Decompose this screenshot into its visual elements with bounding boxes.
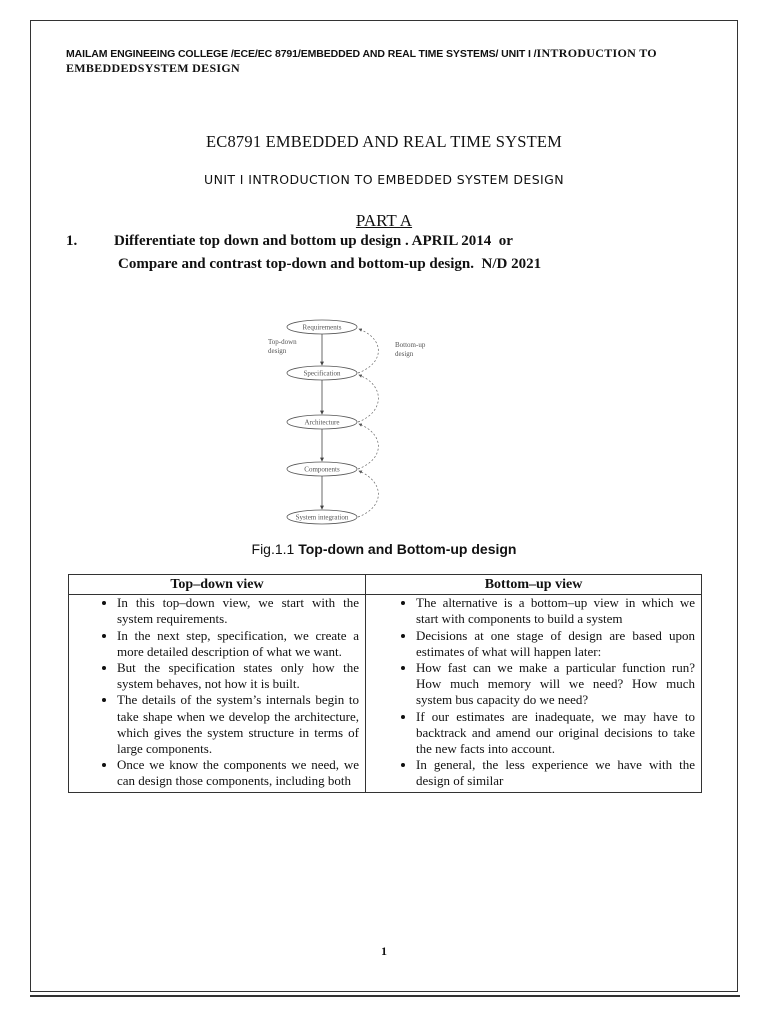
list-item: • Once we know the components we need, we can design those components, including both [117,757,359,789]
header-prefix: MAILAM ENGINEEING COLLEGE /ECE/EC 8791/EMBEDDED AND REAL TIME SYSTEMS/ UNIT I / [66,48,537,60]
table-header-row [69,575,702,595]
bottom-up-list [366,595,695,789]
list-item: • The details of the system’s internals begin to take shape when we develop the architecture, which gives the system structure in terms of large components. [117,692,359,757]
document-title: EC8791 EMBEDDED AND REAL TIME SYSTEM [206,132,562,151]
bottom-up-cell [366,595,702,792]
stage-label-requirements: Requirements [302,323,342,332]
question-number: 1. [66,233,78,249]
figure-number: Fig.1.1 [251,541,299,557]
stage-label-components: Components [304,465,340,474]
figure-title: Top-down and Bottom-up design [298,541,517,557]
top-down-label-line2: design [268,347,287,355]
bottom-rule [30,995,740,997]
top-down-label-line1: Top-down [268,338,297,346]
question-line-2: Compare and contrast top-down and bottom-up design. N/D 2021 [118,256,542,272]
stage-label-specification: Specification [303,369,341,378]
bottom-up-label-line2: design [395,350,414,358]
list-item: • How fast can we make a particular function run? How much memory will we need? How much system bus capacity do we need? [416,660,695,709]
header-line2: EMBEDDEDSYSTEM DESIGN [66,61,241,75]
list-item: • If our estimates are inadequate, we may have to backtrack and amend our original decisions to take the new facts into account. [416,709,695,758]
list-item: • In general, the less experience we have with the design of similar [416,757,695,789]
list-item: • Decisions at one stage of design are based upon estimates of what will happen later: [416,628,695,660]
list-item: • In this top–down view, we start with the system requirements. [117,595,359,627]
question-line-1: Differentiate top down and bottom up design . APRIL 2014 or [114,233,513,249]
header-suffix: INTRODUCTION TO [536,46,657,60]
column-header-top-down: Top–down view [69,575,366,595]
page-number: 1 [381,944,387,958]
unit-title: UNIT I INTRODUCTION TO EMBEDDED SYSTEM DESIGN [204,172,564,187]
part-label: PART A [355,211,413,230]
stage-label-architecture: Architecture [304,418,340,427]
column-header-bottom-up: Bottom–up view [366,575,702,595]
top-down-cell [69,595,366,792]
table-row [69,595,702,792]
list-item: • But the specification states only how the system behaves, not how it is built. [117,660,359,692]
design-flow-diagram [255,312,455,532]
running-header [66,46,706,76]
top-down-list [69,595,359,789]
bottom-up-label-line1: Bottom-up [395,341,426,349]
stage-label-system-integration: System integration [295,513,349,522]
comparison-table [68,574,702,793]
list-item: • In the next step, specification, we create a more detailed description of what we want. [117,628,359,660]
bottom-up-arrows [358,329,378,517]
figure-caption [0,541,768,557]
list-item: • The alternative is a bottom–up view in which we start with components to build a system [416,595,695,627]
